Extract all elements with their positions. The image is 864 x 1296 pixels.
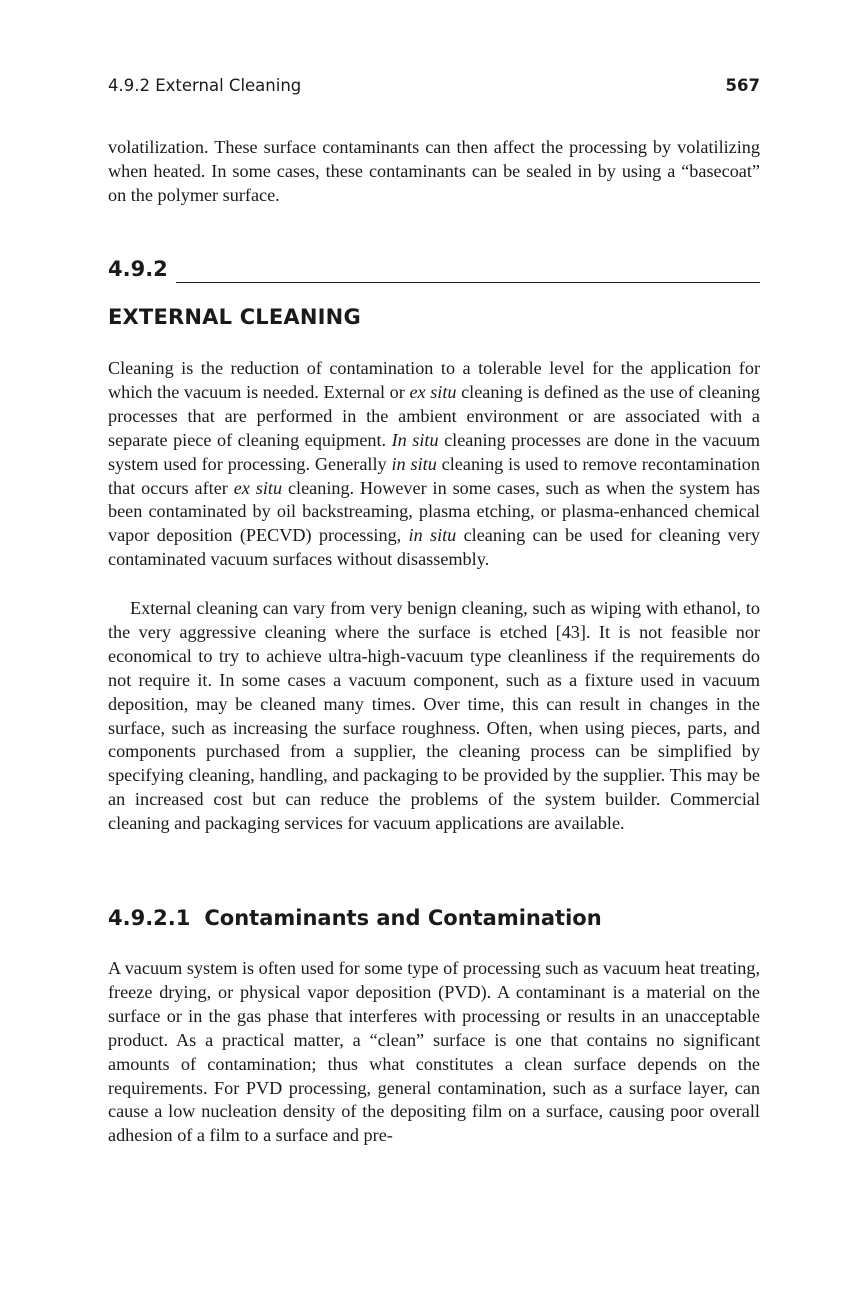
paragraph-contaminants: A vacuum system is often used for some type of processing such as vacuum heat treating, freeze drying, or physical vapor deposition (PVD). A contaminant is a material on the surface or in the gas phase that interferes with processing or results in an unacceptable product. As a practical matter, a “clean” surface is one that contains no significant amounts of contamination; thus what constitutes a clean surface depends on the requirements. For PVD processing, general contamination, such as a surface layer, can cause a low nucleation density of the depositing film on a surface, causing poor overall adhesion of a film to a surface and pre- xyxy=(108,958,760,1146)
subsection-number: 4.9.2.1 xyxy=(108,906,191,930)
intro-paragraph: volatilization. These surface contaminants can then affect the processing by volatilizing when heated. In some cases, these contaminants can be sealed in by using a “basecoat” on the polymer surface. xyxy=(108,137,760,205)
section-rule xyxy=(176,282,760,283)
subsection-title: Contaminants and Contamination xyxy=(204,906,602,930)
section-number: 4.9.2 xyxy=(108,257,168,281)
text-run: cleaning is defined as the use of cleaning processes that are performed in the ambient environment or are associated with a separate piece of cleaning equipment. xyxy=(108,381,760,450)
italic-term: ex situ xyxy=(233,477,283,498)
italic-term: in situ xyxy=(391,453,437,474)
italic-term: ex situ xyxy=(409,381,457,402)
page-number: 567 xyxy=(725,76,760,95)
text-run: cleaning is used to remove recontamination that occurs after xyxy=(108,453,760,498)
italic-term: In situ xyxy=(391,429,439,450)
text-run: cleaning. However in some cases, such as when the system has been contaminated by oil backstreaming, plasma etching, or plasma-enhanced chemical vapor deposition (PECVD) processing, xyxy=(108,477,760,546)
paragraph-cleaning-definition xyxy=(108,357,760,572)
italic-term: in situ xyxy=(408,525,457,546)
text-run: Cleaning is the reduction of contamination to a tolerable level for the application for which the vacuum is needed. External or xyxy=(108,358,760,402)
text-run: cleaning can be used for cleaning very contaminated vacuum surfaces without disassembly. xyxy=(108,525,760,570)
subsection-heading xyxy=(108,906,602,930)
paragraph-external-cleaning: External cleaning can vary from very benign cleaning, such as wiping with ethanol, to the very aggressive cleaning where the surface is etched [43]. It is not feasible nor economical to try to achieve ultra-high-vacuum type cleanliness if the requirements do not require it. In some cases a vacuum component, such as a fixture used in vacuum deposition, may be cleaned many times. Over time, this can result in changes in the surface, such as increasing the surface roughness. Often, when using pieces, parts, and components purchased from a supplier, the cleaning process can be simplified by specifying cleaning, handling, and packaging to be provided by the supplier. This may be an increased cost but can reduce the problems of the system builder. Commercial cleaning and packaging services for vacuum applications are available. xyxy=(108,598,760,834)
text-run: cleaning processes are done in the vacuum system used for processing. Generally xyxy=(108,429,760,474)
running-header xyxy=(108,76,760,100)
section-title: EXTERNAL CLEANING xyxy=(108,305,361,329)
running-header-section: 4.9.2 External Cleaning xyxy=(108,76,302,95)
